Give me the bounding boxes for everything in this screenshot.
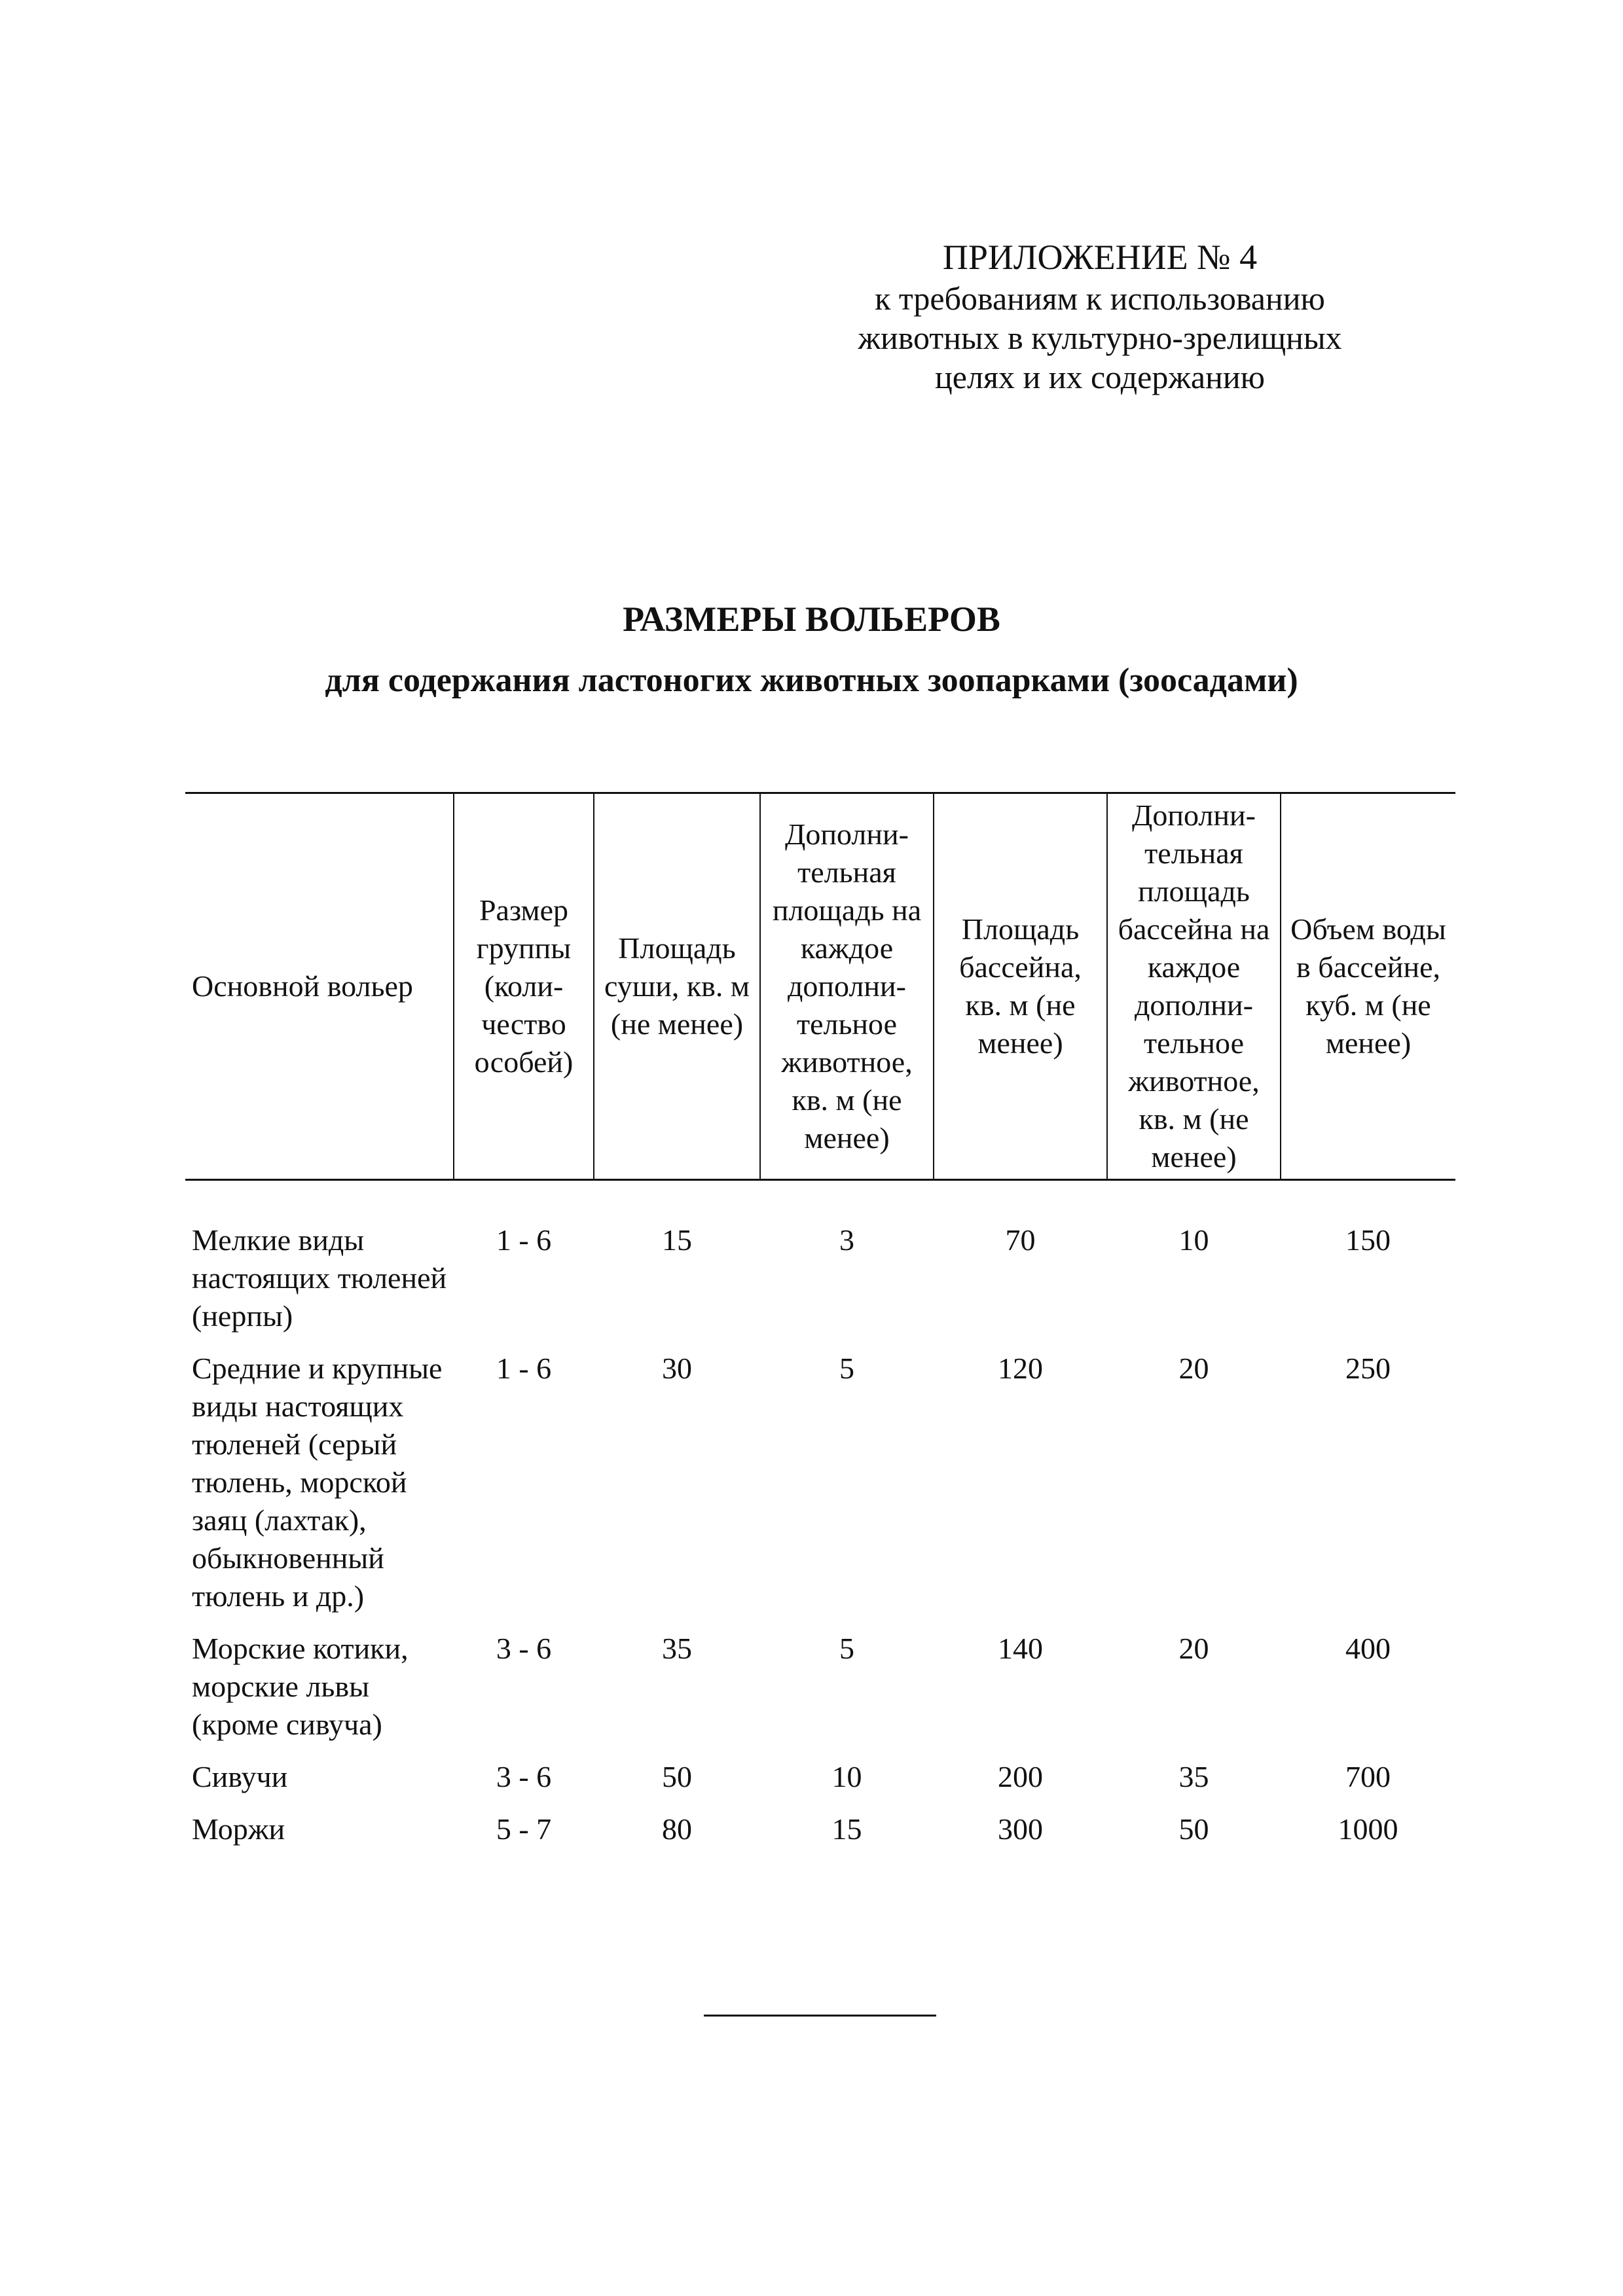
- table-row: [185, 1805, 1455, 1857]
- table-header: [185, 793, 1455, 1180]
- cell-species: Мелкие виды настоящих тюленей (нерпы): [192, 1223, 447, 1333]
- header-main-enclosure: Основной вольер: [192, 969, 413, 1003]
- end-rule: [704, 2015, 936, 2017]
- cell-extra-pool-area: 50: [1178, 1812, 1209, 1846]
- cell-group-size: 1 - 6: [496, 1352, 552, 1385]
- appendix-heading: ПРИЛОЖЕНИЕ № 4: [942, 238, 1258, 277]
- header-extra-land-area: Дополни-тельная площадь на каждое дополни-тельное животное, кв. м (не менее): [760, 793, 934, 1180]
- cell-species: Моржи: [192, 1812, 285, 1846]
- cell-land-area: 15: [662, 1223, 692, 1257]
- cell-pool-area: 200: [998, 1760, 1043, 1793]
- table-row: [185, 1180, 1455, 1345]
- table-header-row: [185, 793, 1455, 1180]
- cell-pool-area: 300: [998, 1812, 1043, 1846]
- appendix-line-3: целях и их содержанию: [935, 359, 1265, 395]
- table-row: [185, 1344, 1455, 1624]
- table-row: [185, 1753, 1455, 1805]
- cell-land-area: 30: [662, 1352, 692, 1385]
- header-group-size: Размер группы (коли-чество особей): [454, 793, 594, 1180]
- cell-land-area: 35: [662, 1632, 692, 1665]
- cell-extra-pool-area: 10: [1178, 1223, 1209, 1257]
- appendix-line-2: животных в культурно-зрелищных: [858, 319, 1342, 356]
- cell-land-area: 80: [662, 1812, 692, 1846]
- cell-species: Морские котики, морские львы (кроме сивуча): [192, 1632, 409, 1741]
- appendix-block: [773, 236, 1427, 397]
- document-title: РАЗМЕРЫ ВОЛЬЕРОВ: [623, 600, 1000, 639]
- cell-water-volume: 150: [1345, 1223, 1391, 1257]
- cell-extra-land-area: 5: [839, 1352, 854, 1385]
- appendix-line-1: к требованиям к использованию: [875, 280, 1325, 317]
- cell-group-size: 1 - 6: [496, 1223, 552, 1257]
- cell-water-volume: 700: [1345, 1760, 1391, 1793]
- cell-extra-land-area: 3: [839, 1223, 854, 1257]
- cell-group-size: 3 - 6: [496, 1760, 552, 1793]
- cell-extra-land-area: 10: [831, 1760, 862, 1793]
- cell-water-volume: 400: [1345, 1632, 1391, 1665]
- table-row: [185, 1624, 1455, 1753]
- cell-land-area: 50: [662, 1760, 692, 1793]
- table-body: [185, 1180, 1455, 1858]
- cell-extra-pool-area: 35: [1178, 1760, 1209, 1793]
- header-pool-area: Площадь бассейна, кв. м (не менее): [934, 793, 1107, 1180]
- cell-water-volume: 1000: [1338, 1812, 1398, 1846]
- cell-water-volume: 250: [1345, 1352, 1391, 1385]
- cell-group-size: 5 - 7: [496, 1812, 552, 1846]
- header-land-area: Площадь суши, кв. м (не менее): [594, 793, 760, 1180]
- enclosure-size-table: [185, 792, 1455, 1857]
- cell-pool-area: 140: [998, 1632, 1043, 1665]
- cell-pool-area: 120: [998, 1352, 1043, 1385]
- cell-species: Сивучи: [192, 1760, 288, 1793]
- cell-group-size: 3 - 6: [496, 1632, 552, 1665]
- header-extra-pool-area: Дополни-тельная площадь бассейна на каждое дополни-тельное животное, кв. м (не менее): [1107, 793, 1281, 1180]
- cell-extra-land-area: 5: [839, 1632, 854, 1665]
- cell-extra-land-area: 15: [831, 1812, 862, 1846]
- cell-pool-area: 70: [1005, 1223, 1036, 1257]
- document-subtitle: для содержания ластоногих животных зоопарками (зоосадами): [325, 662, 1298, 699]
- cell-species: Средние и крупные виды настоящих тюленей (серый тюлень, морской заяц (лахтак), обыкновенный тюлень и др.): [192, 1352, 443, 1613]
- cell-extra-pool-area: 20: [1178, 1352, 1209, 1385]
- header-water-volume: Объем воды в бассейне, куб. м (не менее): [1281, 793, 1455, 1180]
- cell-extra-pool-area: 20: [1178, 1632, 1209, 1665]
